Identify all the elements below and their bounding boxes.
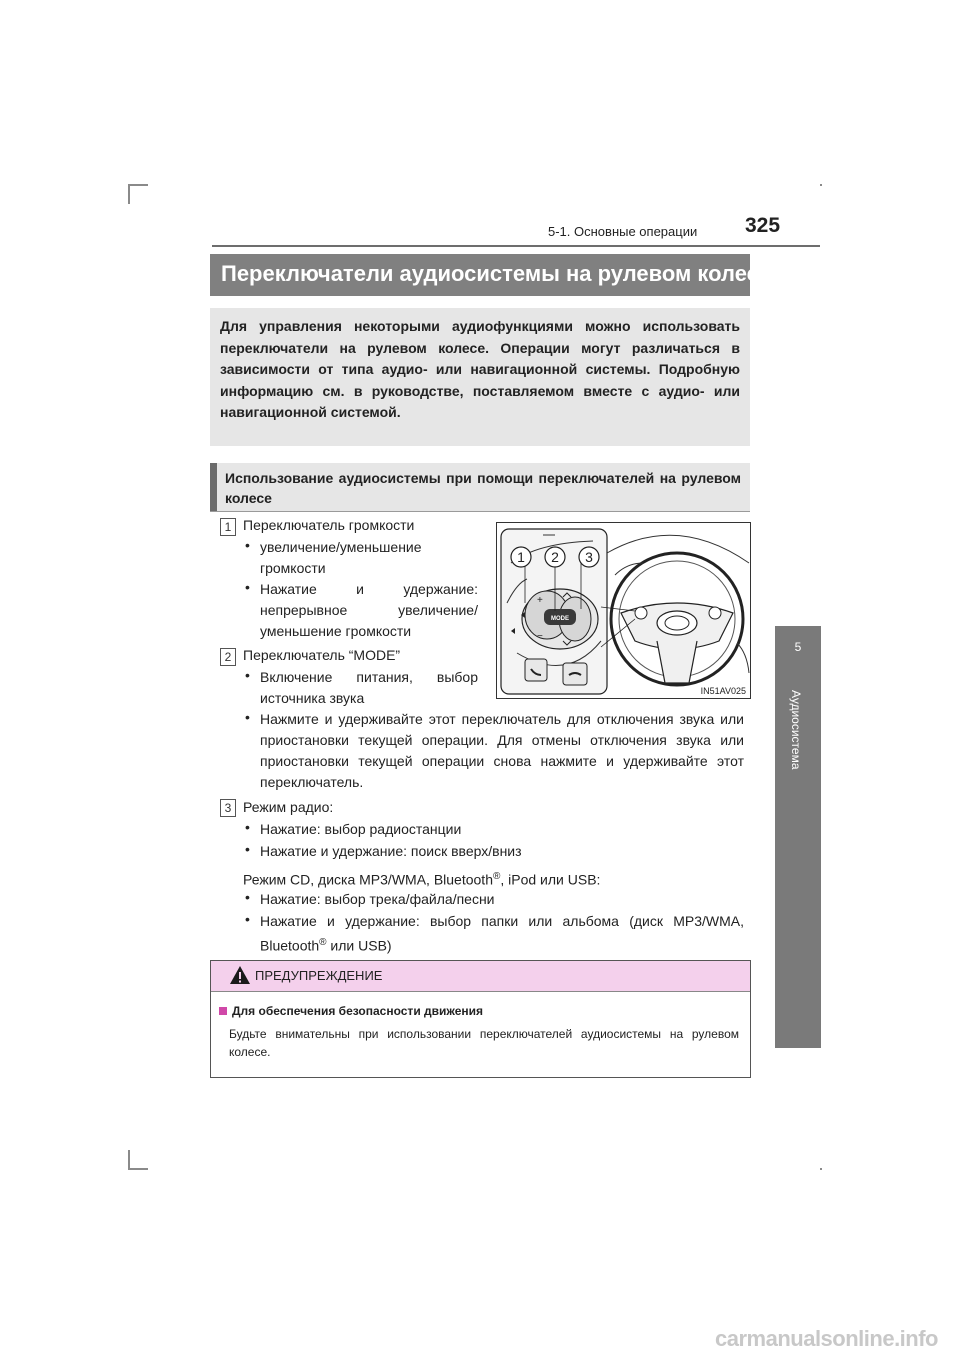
bullet: • — [245, 579, 250, 595]
callout-number-3: 3 — [220, 799, 236, 817]
intro-text: Для управления некоторыми аудиофункциями можно использовать переключатели на рулевом колесе. Операции могут различаться в зависимости от типа аудио- или навигационной системы. Подробную информацию см. в руководстве, поставляемом вместе с аудио- или навигационной системой. — [220, 318, 740, 420]
intro-box — [210, 308, 750, 446]
callout-2: 2 — [551, 549, 559, 565]
bullet: • — [245, 667, 250, 683]
item-1-title: Переключатель громкости — [243, 517, 415, 533]
callout-1: 1 — [517, 549, 525, 565]
item-2-bullet-2: Нажмите и удерживайте этот переключатель для отключения звука или приостановки текущей операции. Для отмены отключения звука или приостановки текущей операции снова нажмите и удерживайте этот переключатель. — [260, 711, 744, 790]
callout-number-2: 2 — [220, 648, 236, 666]
header-section-title: 5-1. Основные операции — [548, 224, 698, 239]
square-bullet-icon — [219, 1007, 227, 1015]
item-2-bullet-1: Включение питания, выбор источника звука — [260, 669, 478, 706]
warning-title: ПРЕДУПРЕЖДЕНИЕ — [255, 968, 383, 983]
subsection-accent-bar — [210, 463, 217, 511]
crop-mark — [128, 184, 148, 186]
mode-2-text-end: , iPod или USB: — [500, 871, 601, 888]
bullet: • — [245, 911, 250, 927]
subsection-title: Использование аудиосистемы при помощи переключателей на рулевом колесе — [225, 470, 741, 506]
callout-3: 3 — [585, 549, 593, 565]
item-3-mode-2 — [243, 866, 600, 891]
bullet-4-text: Нажатие и удержание: выбор папки или альбома (диск MP3/WMA, Bluetooth — [260, 913, 744, 954]
item-2-title: Переключатель “MODE” — [243, 647, 401, 663]
item-3-bullet-4 — [260, 911, 744, 957]
crop-mark — [820, 184, 822, 186]
crop-mark — [128, 1168, 148, 1170]
crop-mark — [820, 1168, 822, 1170]
watermark-url: carmanualsonline.info — [715, 1326, 938, 1351]
item-1-bullet-1: увеличение/уменьшение громкости — [260, 539, 422, 576]
steering-wheel-figure — [496, 522, 751, 699]
callout-number-1: 1 — [220, 518, 236, 536]
crop-mark — [128, 184, 130, 204]
warning-body: Будьте внимательны при использовании переключателей аудиосистемы на рулевом колесе. — [229, 1027, 739, 1059]
section-title: Переключатели аудиосистемы на рулевом колесе — [221, 261, 772, 286]
warning-subtitle: Для обеспечения безопасности движения — [232, 1004, 484, 1018]
chapter-title-container — [775, 690, 821, 820]
warning-box — [210, 960, 751, 1078]
item-3-bullet-3: Нажатие: выбор трека/файла/песни — [260, 891, 495, 907]
bullet: • — [245, 841, 250, 857]
warning-triangle-icon — [229, 965, 251, 985]
chapter-number: 5 — [794, 640, 802, 654]
mode-2-text: Режим CD, диска MP3/WMA, Bluetooth — [243, 871, 493, 888]
figure-code: IN51AV025 — [700, 686, 746, 696]
svg-text:−: − — [537, 631, 543, 642]
subsection-header — [210, 463, 750, 512]
svg-text:MODE: MODE — [551, 616, 569, 622]
registered-mark: ® — [319, 937, 327, 948]
bullet-4-text-end: или USB) — [326, 937, 392, 954]
item-1-bullet-2: Нажатие и удержание: непрерывное увеличение/ уменьшение громкости — [260, 581, 478, 639]
item-3-title: Режим радио: — [243, 799, 334, 815]
header-divider — [212, 245, 820, 247]
bullet: • — [245, 819, 250, 835]
item-3-bullet-2: Нажатие и удержание: поиск вверх/вниз — [260, 843, 522, 859]
bullet: • — [245, 889, 250, 905]
svg-text:+: + — [537, 595, 543, 606]
warning-header — [211, 961, 750, 992]
warning-subtitle-row — [219, 1004, 483, 1018]
bullet: • — [245, 537, 250, 553]
steering-wheel-illustration — [497, 523, 750, 698]
section-title-banner — [210, 254, 772, 296]
registered-mark: ® — [492, 871, 501, 882]
bullet: • — [245, 709, 250, 725]
chapter-title: Аудиосистема — [789, 690, 803, 770]
item-3-bullet-1: Нажатие: выбор радиостанции — [260, 821, 462, 837]
page-number: 325 — [745, 214, 781, 237]
crop-mark — [128, 1150, 130, 1170]
